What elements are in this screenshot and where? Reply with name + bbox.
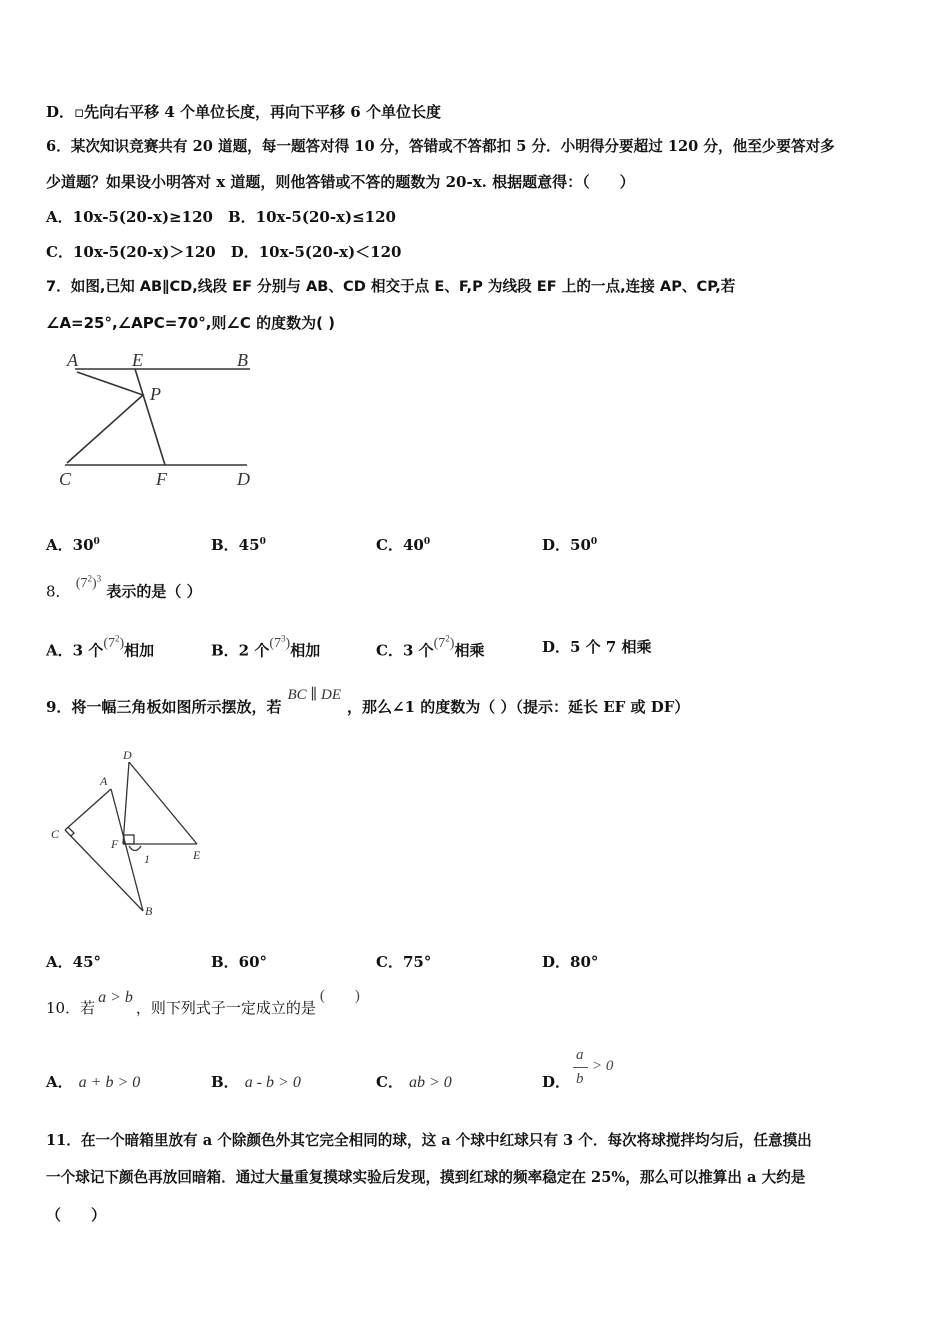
q6-stem-line1: 6．某次知识竞赛共有 20 道题，每一题答对得 10 分，答错或不答都扣 5 分．小明得分要超过 120 分，他至少要答对多: [46, 138, 835, 155]
q8-stem: 8． $(7^2)^3$ 表示的是（ ）: [46, 573, 202, 601]
q9-label-f: F: [111, 837, 119, 851]
q9-option-d: D．80°: [542, 953, 599, 971]
q10-stem: 10．若a > b，则下列式子一定成立的是( ): [46, 988, 360, 1017]
q9-figure-lines: [65, 762, 197, 911]
q10-option-a: A． a + b > 0: [46, 1073, 141, 1091]
q9-figure: [45, 745, 215, 925]
q9-label-c: C: [51, 827, 60, 841]
q7-figure: [55, 345, 265, 495]
q5-option-d: D．▫先向右平移 4 个单位长度，再向下平移 6 个单位长度: [46, 103, 441, 121]
q10-option-d: D．: [542, 1073, 571, 1091]
q10-option-d-fraction-bar: [573, 1067, 588, 1068]
q7-option-c: C．$40^0$: [376, 536, 431, 554]
q11-stem-line3: （ ）: [46, 1206, 107, 1224]
q10-option-c: C． ab > 0: [376, 1073, 452, 1091]
q9-label-a: A: [100, 774, 108, 788]
q10-option-d-denominator: b: [576, 1071, 584, 1087]
q8-option-b: B．2 个$(7^3)$相加: [211, 633, 321, 660]
q10-option-b: B． a - b > 0: [211, 1073, 301, 1091]
q10-option-d-relation: > 0: [592, 1058, 614, 1074]
q7-stem-line1: 7．如图,已知 AB∥CD,线段 EF 分别与 AB、CD 相交于点 E、F,P 为线段 EF 上的一点,连接 AP、CP,若: [46, 278, 736, 295]
q6-stem-line2: 少道题？如果设小明答对 x 道题，则他答错或不答的题数为 20-x. 根据题意得：（ ）: [46, 173, 635, 191]
q7-label-p: P: [150, 384, 161, 404]
q9-label-angle-1: 1: [144, 852, 150, 866]
q9-stem: 9．将一幅三角板如图所示摆放，若BC ∥ DE，那么∠1 的度数为（ ）（提示：延长 EF 或 DF）: [46, 687, 690, 716]
q11-stem-line2: 一个球记下颜色再放回暗箱．通过大量重复摸球实验后发现，摸到红球的频率稳定在 25%，那么可以推算出 a 大约是: [46, 1169, 806, 1186]
q8-option-d: D．5 个 7 相乘: [542, 638, 652, 656]
q9-condition: BC ∥ DE: [287, 687, 342, 703]
q7-label-d: D: [237, 469, 250, 489]
q10-option-d-numerator: a: [576, 1047, 584, 1063]
q9-label-e: E: [193, 848, 201, 862]
q6-options-ab: A．10x-5(20-x)≥120 B．10x-5(20-x)≤120: [46, 208, 396, 226]
q10-condition: a > b: [98, 989, 133, 1006]
q7-label-f: F: [156, 469, 167, 489]
q7-option-a: A．$30^0$: [46, 536, 100, 554]
q7-label-a: A: [67, 350, 78, 370]
q7-option-b: B．$45^0$: [211, 536, 266, 554]
q7-label-e: E: [132, 350, 143, 370]
q8-power-expression: $(7^2)^3$: [75, 573, 102, 591]
q9-label-b: B: [145, 904, 153, 918]
q7-stem-line2: ∠A=25°,∠APC=70°,则∠C 的度数为( ): [46, 314, 336, 332]
q9-option-c: C．75°: [376, 953, 432, 971]
q9-label-d: D: [123, 748, 132, 762]
q7-label-b: B: [237, 350, 248, 370]
q8-option-c: C．3 个$(7^2)$相乘: [376, 633, 485, 660]
q6-options-cd: C．10x-5(20-x)＞120 D．10x-5(20-x)＜120: [46, 243, 402, 261]
q7-option-d: D．$50^0$: [542, 536, 598, 554]
q8-option-a: A．3 个$(7^2)$相加: [46, 633, 155, 660]
q9-option-a: A．45°: [46, 953, 102, 971]
q9-option-b: B．60°: [211, 953, 268, 971]
q11-stem-line1: 11．在一个暗箱里放有 a 个除颜色外其它完全相同的球，这 a 个球中红球只有 3 个．每次将球搅拌均匀后，任意摸出: [46, 1132, 812, 1149]
q7-label-c: C: [59, 469, 72, 489]
